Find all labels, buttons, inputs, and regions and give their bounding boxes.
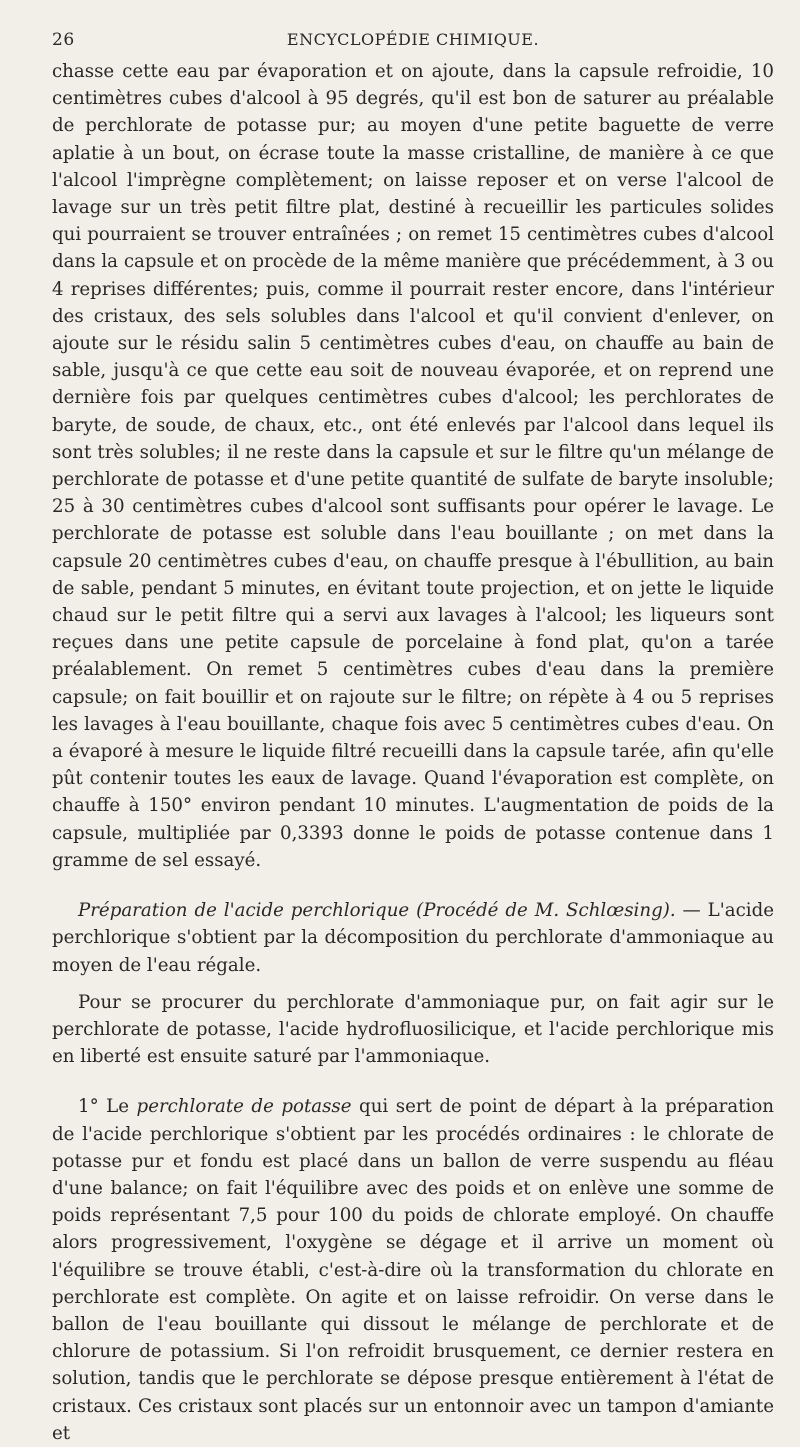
running-head <box>52 30 774 58</box>
step-number: 1° Le <box>78 1096 137 1118</box>
paragraph-analysis-procedure: chasse cette eau par évaporation et on ajoute, dans la capsule refroidie, 10 centimètres cubes d'alcool à 95 degrés, qu'il est bon de saturer au préalable de perchlorate de potasse pur; au moyen d'une petite baguette de verre aplatie à un bout, on écrase toute la masse cristalline, de manière à ce que l'alcool l'imprègne complètement; on laisse reposer et on verse l'alcool de lavage sur un très petit filtre plat, destiné à recueillir les particules solides qui pourraient se trouver entraînées ; on remet 15 centimètres cubes d'alcool dans la capsule et on procède de la même manière que précédemment, à 3 ou 4 reprises différentes; puis, comme il pourrait rester encore, dans l'intérieur des cristaux, des sels solubles dans l'alcool et qu'il convient d'enlever, on ajoute sur le résidu salin 5 centimètres cubes d'eau, on chauffe au bain de sable, jusqu'à ce que cette eau soit de nouveau évaporée, et on reprend une dernière fois par quelques centimètres cubes d'alcool; les perchlorates de baryte, de soude, de chaux, etc., ont été enlevés par l'alcool dans lequel ils sont très solubles; il ne reste dans la capsule et sur le filtre qu'un mélange de perchlorate de potasse et d'une petite quantité de sulfate de baryte insoluble; 25 à 30 centimètres cubes d'alcool sont suffisants pour opérer le lavage. Le perchlorate de potasse est soluble dans l'eau bouillante ; on met dans la capsule 20 centimètres cubes d'eau, on chauffe presque à l'ébullition, au bain de sable, pendant 5 minutes, en évitant toute projection, et on jette le liquide chaud sur le petit filtre qui a servi aux lavages à l'alcool; les liqueurs sont reçues dans une petite capsule de porcelaine à fond plat, qu'on a tarée préalablement. On remet 5 centimètres cubes d'eau dans la première capsule; on fait bouillir et on rajoute sur le filtre; on répète à 4 ou 5 reprises les lavages à l'eau bouillante, chaque fois avec 5 centimètres cubes d'eau. On a évaporé à mesure le liquide filtré recueilli dans la capsule tarée, afin qu'elle pût contenir toutes les eaux de lavage. Quand l'évaporation est complète, on chauffe à 150° environ pendant 10 minutes. L'augmentation de poids de la capsule, multipliée par 0,3393 donne le poids de potasse contenue dans 1 gramme de sel essayé. <box>52 61 774 871</box>
page-number: 26 <box>52 30 75 50</box>
paragraph-ammonium-perchlorate: Pour se procurer du perchlorate d'ammoniaque pur, on fait agir sur le perchlorate de potasse, l'acide hydrofluosilicique, et l'acide perchlorique mis en liberté est ensuite saturé par l'ammoniaque. <box>52 991 774 1068</box>
header-title: ENCYCLOPÉDIE CHIMIQUE. <box>286 30 540 49</box>
section-heading-italic: Préparation de l'acide perchlorique (Procédé de M. Schlœsing). <box>78 900 676 922</box>
paragraph-text: qui sert de point de départ à la préparation de l'acide perchlorique s'obtient par les procédés ordinaires : le chlorate de potasse pur et fondu est placé dans un ballon de verre suspendu au fléau d'une balance; on fait l'équilibre avec des poids et on enlève une somme de poids représentant 7,5 pour 100 du poids de chlorate employé. On chauffe alors progressivement, l'oxygène se dégage et il arrive un moment où l'équilibre se trouve établi, c'est-à-dire où la transformation du chlorate en perchlorate est complète. On agite et on laisse refroidir. On verse dans le ballon de l'eau bouillante qui dissout le mélange de perchlorate et de chlorure de potassium. Si l'on refroidit brusquement, ce dernier restera en solution, tandis que le perchlorate se dépose presque entièrement à l'état de cristaux. Ces cristaux sont placés sur un entonnoir avec un tampon d'amiante et <box>52 1096 775 1444</box>
paragraph-potassium-perchlorate <box>52 1093 774 1447</box>
paragraph-perchloric-acid-preparation <box>52 897 774 979</box>
italic-term: perchlorate de potasse <box>136 1096 352 1118</box>
paragraph-text: — L'acide perchlorique s'obtient par la décomposition du perchlorate d'ammoniaque au moyen de l'eau régale. <box>52 900 774 976</box>
